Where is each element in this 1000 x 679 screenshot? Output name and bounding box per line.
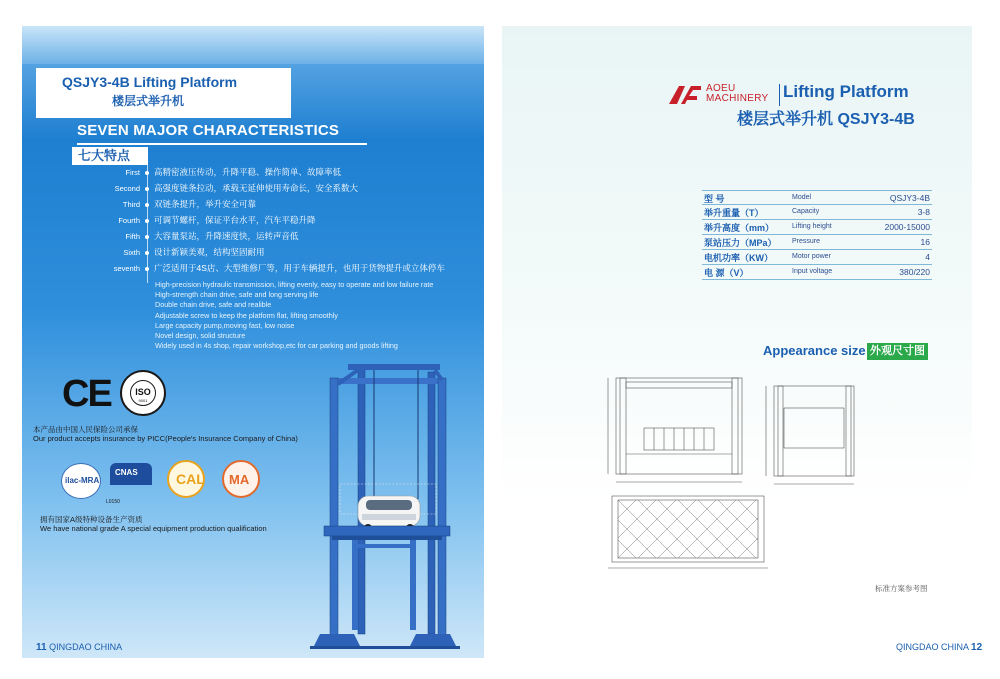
spec-value: 4: [925, 252, 930, 262]
english-points: [155, 280, 433, 351]
ordinal-label: Third: [122, 200, 140, 209]
brand-bottom: MACHINERY: [706, 93, 769, 104]
spec-value: 3-8: [917, 207, 930, 217]
page-number-right: [896, 642, 982, 653]
bullet-icon: [145, 267, 149, 271]
spec-label-cn: 电机功率（KW）: [704, 253, 773, 263]
product-title-en: QSJY3-4B Lifting Platform: [62, 74, 238, 90]
iso-label: ISO: [135, 387, 151, 397]
section-title-en: SEVEN MAJOR CHARACTERISTICS: [77, 122, 340, 139]
bullet-icon: [145, 251, 149, 255]
list-item: [22, 197, 482, 213]
english-point: Widely used in 4s shop, repair workshop,etc for car parking and goods lifting: [155, 341, 398, 351]
table-row: [702, 220, 932, 235]
ordinal-label: First: [125, 168, 140, 177]
bullet-icon: [145, 203, 149, 207]
english-point: Large capacity pump,moving fast, low noise: [155, 320, 295, 330]
table-row: [702, 205, 932, 220]
spec-label-en: Pressure: [792, 238, 821, 245]
table-row: [702, 235, 932, 250]
spec-label-cn: 举升重量（T）: [704, 208, 764, 218]
english-point: Adjustable screw to keep the platform flat, lifting smoothly: [155, 310, 338, 320]
spec-value: QSJY3-4B: [889, 193, 930, 203]
list-item: [22, 181, 482, 197]
lifting-platform-image: [310, 364, 460, 654]
spec-table: [702, 190, 932, 280]
page-number: 12: [971, 642, 983, 653]
list-item: [22, 213, 482, 229]
list-item: [22, 245, 482, 261]
cnas-logo: [110, 463, 152, 493]
spec-label-cn: 举升高度（mm）: [704, 223, 775, 233]
insurance-text-cn: 本产品由中国人民保险公司承保: [33, 425, 138, 434]
ce-logo: CE: [62, 373, 111, 415]
list-item: [22, 229, 482, 245]
bullet-icon: [145, 187, 149, 191]
english-point: Novel design, solid structure: [155, 331, 246, 341]
english-point: Double chain drive, safe and realible: [155, 300, 272, 310]
english-point: High-strength chain drive, safe and long serving life: [155, 290, 319, 300]
table-row: [702, 265, 932, 280]
cnas-number: L0150: [106, 499, 120, 505]
section-divider: [77, 143, 367, 145]
title-box: [36, 68, 291, 118]
characteristic-text: 可调节螺杆，保证平台水平，汽车平稳升降: [154, 215, 316, 225]
drawing-caption: 标准方案参考图: [875, 584, 928, 593]
left-page: [22, 26, 484, 658]
cnas-label: CNAS: [115, 468, 138, 477]
spec-value: 2000-15000: [884, 222, 930, 232]
spec-value: 16: [920, 237, 930, 247]
list-item: [22, 165, 482, 181]
characteristic-text: 高强度链条拉动，承载无延伸使用寿命长，安全系数大: [154, 183, 359, 193]
characteristic-text: 高精密液压传动，升降平稳、操作简单、故障率低: [154, 167, 342, 177]
title-separator: [779, 84, 780, 106]
characteristic-text: 双链条提升，举升安全可靠: [154, 199, 257, 209]
ilac-mra-logo: [61, 463, 101, 499]
ilac-label: ilac-MRA: [65, 476, 100, 485]
cal-logo: [167, 460, 205, 498]
characteristics-list: [22, 165, 482, 277]
spec-label-en: Lifting height: [792, 223, 832, 230]
ordinal-label: Fourth: [118, 216, 140, 225]
bullet-icon: [145, 171, 149, 175]
appearance-drawing: [598, 368, 868, 580]
bullet-icon: [145, 219, 149, 223]
qualification-text-cn: 拥有国家A级特种设备生产资质: [40, 515, 143, 524]
page-spine: [484, 0, 502, 679]
spec-label-cn: 电 源（V）: [704, 268, 749, 278]
characteristic-text: 大容量泵站，升降速度快，运转声音低: [154, 231, 299, 241]
ordinal-label: Sixth: [123, 248, 140, 257]
insurance-text-en: Our product accepts insurance by PICC(People's Insurance Company of China): [33, 434, 298, 443]
table-row: [702, 250, 932, 265]
characteristic-text: 设计新颖美观，结构坚固耐用: [154, 247, 265, 257]
right-page: [502, 26, 972, 658]
spec-label-en: Motor power: [792, 253, 831, 260]
aoeu-logo-icon: [667, 82, 703, 108]
top-band: [22, 26, 484, 64]
brand-name: [706, 84, 769, 104]
spec-label-en: Model: [792, 194, 812, 201]
characteristic-text: 广泛适用于4S店、大型维修厂等，用于车辆提升，也用于货物提升或立体停车: [154, 263, 445, 273]
page-number: 11: [36, 642, 47, 653]
qualification-text-en: We have national grade A special equipment production qualification: [40, 524, 267, 533]
ordinal-label: Second: [114, 184, 140, 193]
page-city: QINGDAO CHINA: [49, 642, 123, 652]
product-title-cn: 楼层式举升机: [112, 94, 185, 108]
iso-badge-icon: [120, 370, 166, 416]
spec-value: 380/220: [899, 267, 930, 277]
page-title-en: Lifting Platform: [783, 82, 909, 101]
cma-label: MA: [229, 472, 250, 487]
page-number-left: [36, 642, 122, 653]
cma-logo: [222, 460, 260, 498]
spec-label-en: Capacity: [792, 208, 820, 215]
page-title-cn: 楼层式举升机 QSJY3-4B: [737, 111, 915, 128]
spec-label-en: Input voltage: [792, 268, 833, 275]
bullet-icon: [145, 235, 149, 239]
section-title-cn: 七大特点: [72, 147, 148, 165]
ordinal-label: Fifth: [125, 232, 140, 241]
appearance-title-en: Appearance size: [763, 343, 866, 358]
brand-top: AOEU: [706, 83, 736, 94]
ordinal-label: seventh: [113, 264, 140, 273]
spec-label-cn: 泵站压力（MPa）: [704, 238, 777, 248]
appearance-title-cn: 外观尺寸图: [867, 343, 928, 360]
cal-label: CAL: [176, 471, 205, 487]
iso-sub-label: 9001: [138, 398, 148, 403]
page-city: QINGDAO CHINA: [896, 642, 969, 652]
list-item: [22, 261, 482, 277]
table-row: [702, 190, 932, 205]
english-point: High-precision hydraulic transmission, lifting evenly, easy to operate and low failure rate: [155, 280, 434, 289]
spec-label-cn: 型 号: [704, 194, 725, 204]
